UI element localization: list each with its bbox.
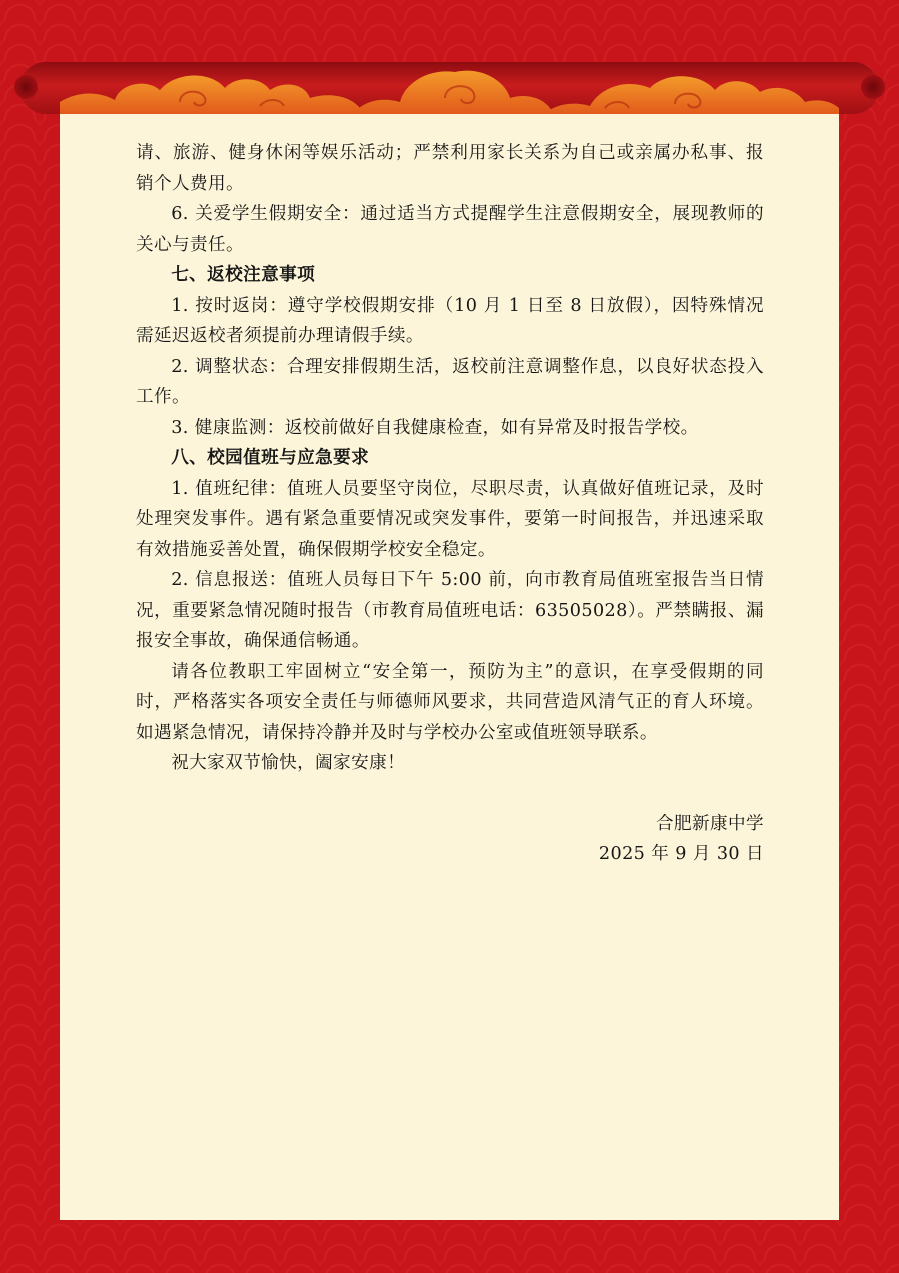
paragraph-continuation: 请、旅游、健身休闲等娱乐活动；严禁利用家长关系为自己或亲属办私事、报销个人费用。 xyxy=(136,143,764,194)
scroll-roller-end-left xyxy=(14,75,38,99)
paragraph-return-on-time: 1. 按时返岗：遵守学校假期安排（10 月 1 日至 8 日放假），因特殊情况需延迟返校者须提前办理请假手续。 xyxy=(136,295,764,346)
signature-organization: 合肥新康中学 xyxy=(656,813,764,834)
paragraph-duty-discipline: 1. 值班纪律：值班人员要坚守岗位，尽职尽责，认真做好值班记录，及时处理突发事件。遇有紧急重要情况或突发事件，要第一时间报告，并迅速采取有效措施妥善处置，确保假期学校安全稳定。 xyxy=(136,478,764,560)
paragraph-adjust-state: 2. 调整状态：合理安排假期生活，返校前注意调整作息，以良好状态投入工作。 xyxy=(136,356,764,407)
paragraph-greeting: 祝大家双节愉快，阖家安康！ xyxy=(171,753,406,773)
paragraph-info-report: 2. 信息报送：值班人员每日下午 5:00 前，向市教育局值班室报告当日情况，重要紧急情况随时报告（市教育局值班电话：63505028）。严禁瞒报、漏报安全事故，确保通信畅通。 xyxy=(136,570,764,651)
signature-date: 2025 年 9 月 30 日 xyxy=(598,844,764,864)
scroll-roller-end-right xyxy=(861,75,885,99)
paragraph-closing-request: 请各位教职工牢固树立“安全第一，预防为主”的意识，在享受假期的同时，严格落实各项安全责任与师德师风要求，共同营造风清气正的育人环境。如遇紧急情况，请保持冷静并及时与学校办公室或值班领导联系。 xyxy=(136,661,764,743)
notice-body xyxy=(136,138,764,870)
section-heading-duty: 八、校园值班与应急要求 xyxy=(171,447,370,468)
section-heading-return: 七、返校注意事项 xyxy=(171,264,316,285)
paragraph-student-safety: 6. 关爱学生假期安全：通过适当方式提醒学生注意假期安全，展现教师的关心与责任。 xyxy=(136,204,764,255)
auspicious-cloud-icon xyxy=(60,62,839,118)
paragraph-health-monitor: 3. 健康监测：返校前做好自我健康检查，如有异常及时报告学校。 xyxy=(171,417,699,438)
